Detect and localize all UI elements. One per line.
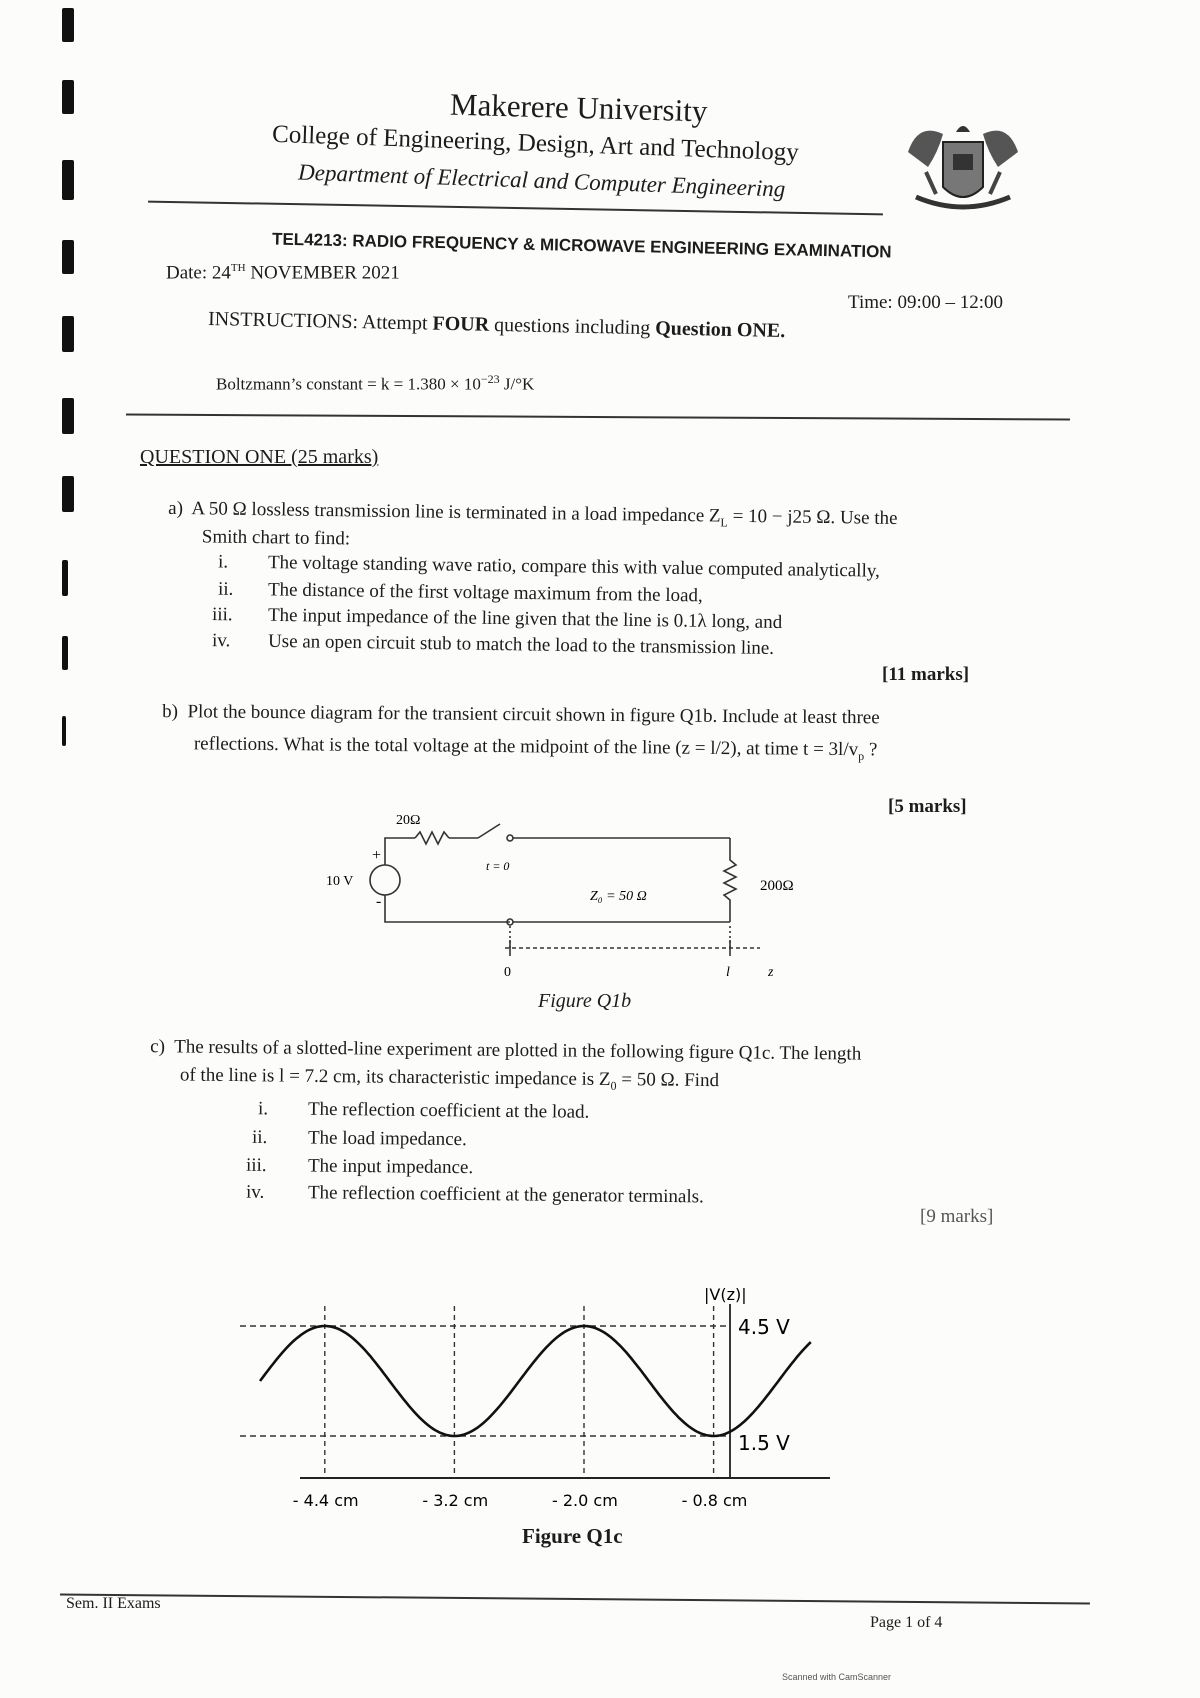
exam-date: Date: 24TH NOVEMBER 2021	[166, 262, 400, 284]
x-tick-label: - 4.4 cm	[292, 1491, 359, 1510]
axis-var: z	[768, 965, 774, 980]
standing-wave-curve	[260, 1326, 811, 1436]
x-tick-label: - 2.0 cm	[552, 1491, 618, 1510]
load-label: 200Ω	[760, 878, 794, 894]
x-tick-label: - 0.8 cm	[681, 1491, 748, 1510]
binder-mark	[62, 716, 66, 746]
part-a-marks: [11 marks]	[882, 664, 970, 685]
line-impedance-label: Z₀ = 50 Ω	[590, 889, 647, 904]
section-rule	[126, 414, 1070, 421]
binder-mark	[62, 80, 74, 114]
scanner-watermark: Scanned with CamScanner	[782, 1672, 892, 1682]
binder-mark	[62, 476, 74, 512]
header-rule	[148, 201, 883, 216]
university-crest-icon	[898, 112, 1028, 222]
exam-title: TEL4213: RADIO FREQUENCY & MICROWAVE ENGINEERING EXAMINATION	[271, 229, 892, 262]
page-number: Page 1 of 4	[870, 1614, 943, 1631]
binder-mark	[62, 8, 74, 42]
part-c-item: ii. The load impedance.	[251, 1126, 467, 1151]
part-b-marks: [5 marks]	[888, 796, 967, 817]
binder-mark	[62, 636, 68, 670]
part-a-item: iii. The input impedance of the line given that the line is 0.1λ long, and	[211, 604, 783, 633]
part-a-item: iv. Use an open circuit stub to match the load to the transmission line.	[211, 630, 775, 659]
figure-q1b	[320, 800, 840, 990]
university-name: Makerere University	[449, 86, 708, 129]
binder-mark	[62, 160, 74, 200]
footer-semester: Sem. II Exams	[66, 1595, 161, 1612]
binder-mark	[62, 560, 68, 596]
y-axis-title: |V(z)|	[704, 1286, 747, 1304]
minus-sign: -	[376, 893, 382, 910]
part-c-item: iv. The reflection coefficient at the generator terminals.	[245, 1181, 704, 1208]
binder-mark	[62, 398, 74, 434]
part-c-item: iii. The input impedance.	[245, 1154, 474, 1179]
part-a-item: ii. The distance of the first voltage maximum from the load,	[217, 578, 703, 607]
college-name: College of Engineering, Design, Art and Technology	[271, 120, 800, 167]
x-tick-label: - 3.2 cm	[422, 1491, 489, 1510]
vmax-label: 4.5 V	[738, 1315, 790, 1339]
plus-sign: +	[372, 847, 382, 864]
question-title: QUESTION ONE (25 marks)	[140, 446, 379, 468]
vmin-label: 1.5 V	[738, 1431, 790, 1455]
part-a-item: i. The voltage standing wave ratio, compare this with value computed analytically,	[217, 551, 880, 582]
boltzmann-constant: Boltzmann’s constant = $k = 1.380 \times 10^{-23}$ J/°K	[216, 372, 535, 394]
binder-mark	[62, 316, 74, 352]
footer-rule	[60, 1594, 1090, 1604]
figure-q1c-chart	[240, 1286, 930, 1516]
part-b: b) Plot the bounce diagram for the transient circuit shown in figure Q1b. Include at least three reflections. What is the total voltage at the midpoint of the line (z = l/2), at time $t = 3l/v_p$ ?	[162, 701, 880, 763]
part-a: a) A 50 Ω lossless transmission line is terminated in a load impedance $Z_L = 10 - j25$ Ω. Use the Smith chart to find:	[168, 497, 898, 550]
figure-q1c-caption: Figure Q1c	[522, 1524, 623, 1548]
axis-end: l	[726, 965, 730, 980]
part-c-item: i. The reflection coefficient at the load.	[257, 1098, 590, 1123]
binder-mark	[62, 240, 74, 274]
figure-q1b-caption: Figure Q1b	[538, 990, 632, 1012]
instructions: INSTRUCTIONS: Attempt FOUR questions including Question ONE.	[207, 307, 786, 343]
source-resistor-label: 20Ω	[396, 813, 421, 828]
department-name: Department of Electrical and Computer Engineering	[297, 159, 786, 202]
axis-origin: 0	[504, 965, 511, 980]
exam-time: Time: 09:00 – 12:00	[848, 292, 1004, 313]
source-voltage-label: 10 V	[326, 874, 354, 889]
part-c: c) The results of a slotted-line experiment are plotted in the following figure Q1c. The length of the line is l = 7.2 cm, its characteristic impedance is $Z_0 = 50$ Ω. Find	[150, 1036, 862, 1093]
part-c-marks: [9 marks]	[920, 1206, 994, 1227]
switch-label: t = 0	[486, 859, 510, 873]
